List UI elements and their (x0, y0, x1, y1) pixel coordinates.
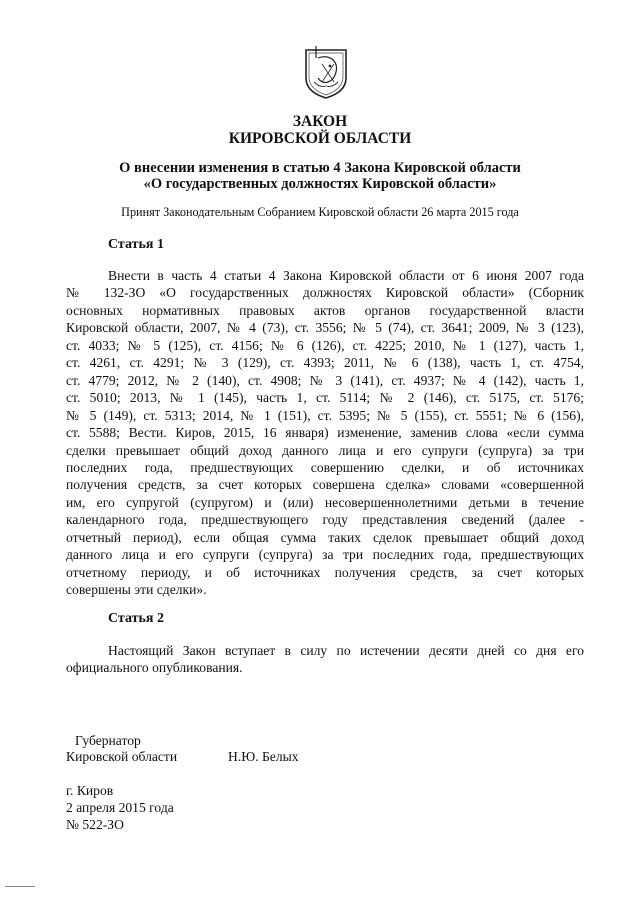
text-line: данного лица и его супруги (супруга) за три последних года, предшествующих (66, 547, 584, 563)
article-2-heading: Статья 2 (108, 611, 164, 626)
governor-title: Губернатор (75, 733, 141, 748)
law-title: ЗАКОН (292, 113, 348, 130)
text-line: № 5 (149), ст. 5313; 2014, № 1 (151), ст. 5395; № 5 (155), ст. 5551; № 6 (156), (66, 407, 584, 423)
article-1-heading: Статья 1 (108, 237, 164, 252)
region-title: КИРОВСКОЙ ОБЛАСТИ (228, 130, 412, 147)
kirov-coat-of-arms-icon (300, 42, 352, 100)
text-line: ст. 5010; 2013, № 1 (145), часть 1, ст. 5114; № 2 (146), ст. 5175, ст. 5176; (66, 390, 584, 406)
text-line: календарного года, предшествующего году представления сведений (далее - (66, 512, 584, 528)
article-2-text (66, 642, 584, 677)
text-line: официального опубликования. (66, 660, 243, 676)
signing-date: 2 апреля 2015 года (66, 800, 174, 815)
text-line: ст. 4779; 2012, № 2 (140), ст. 4908; № 3 (141), ст. 4937; № 4 (142), часть 1, (66, 372, 584, 388)
text-line: ст. 5588; Вести. Киров, 2015, 16 января) изменение, заменив слова «если сумма (66, 425, 584, 441)
text-line: им, его супругой (супругом) и (или) несовершеннолетними детьми в течение (66, 494, 584, 510)
governor-name: Н.Ю. Белых (228, 749, 299, 764)
text-line: получения средств, за счет которых совершена сделка» словами «совершенной (66, 477, 584, 493)
law-number: № 522-ЗО (66, 817, 124, 832)
text-line: последних года, предшествующих совершению сделки, и об источниках (66, 459, 584, 475)
governor-region: Кировской области (66, 749, 178, 764)
text-line: совершены эти сделки». (66, 582, 207, 598)
signing-city: г. Киров (66, 783, 114, 798)
text-line: отчетный период), если общая сумма таких сделок превышает общий доход (66, 529, 584, 545)
text-line: Внести в часть 4 статьи 4 Закона Кировской области от 6 июня 2007 года (108, 268, 584, 283)
subtitle-line-1: О внесении изменения в статью 4 Закона Кировской области (119, 160, 521, 176)
article-1-text (66, 267, 584, 599)
text-line: № 132-ЗО «О государственных должностях Кировской области» (Сборник (66, 285, 584, 301)
footer-mark (5, 886, 35, 887)
adoption-note: Принят Законодательным Собранием Кировской области 26 марта 2015 года (121, 205, 519, 219)
text-line: Кировской области, 2007, № 4 (73), ст. 3556; № 5 (74), ст. 3641; 2009, № 3 (123), (66, 320, 584, 336)
text-line: основных нормативных правовых актов органов государственной власти (66, 302, 584, 318)
text-line: ст. 4033; № 5 (125), ст. 4156; № 6 (126), ст. 4225; 2010, № 1 (127), часть 1, (66, 337, 584, 353)
text-line: сделки превышает общий доход данного лица и его супруги (супруга) за три (66, 442, 584, 458)
text-line: отчетному периоду, и об источниках получения средств, за счет которых (66, 564, 584, 580)
text-line: Настоящий Закон вступает в силу по истечении десяти дней со дня его (108, 643, 584, 658)
subtitle-line-2: «О государственных должностях Кировской области» (143, 176, 497, 192)
text-line: ст. 4261, ст. 4291; № 3 (129), ст. 4393; 2011, № 6 (138), часть 1, ст. 4754, (66, 355, 584, 371)
